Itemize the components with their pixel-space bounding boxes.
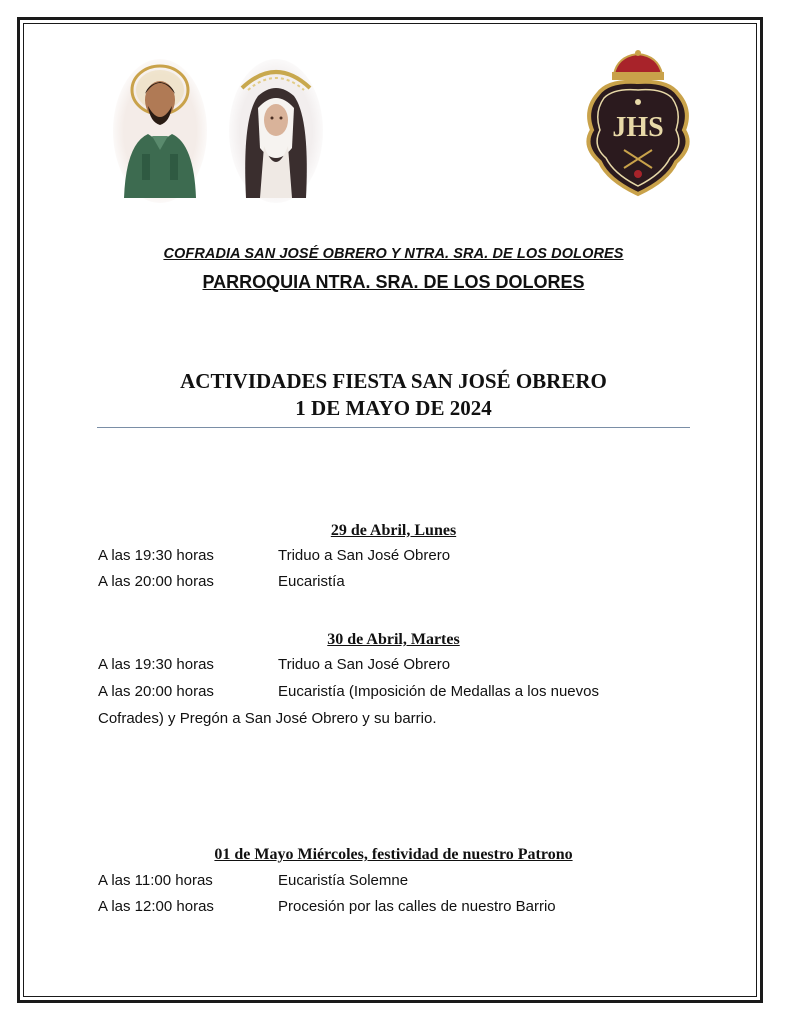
day-heading: 29 de Abril, Lunes: [330, 522, 457, 539]
parroquia-heading: PARROQUIA NTRA. SRA. DE LOS DOLORES: [202, 272, 585, 292]
schedule-activity: Eucaristía: [278, 573, 345, 590]
schedule-activity: Procesión por las calles de nuestro Barrio: [278, 898, 556, 915]
schedule-time: A las 12:00 horas: [98, 898, 214, 915]
schedule-row: [98, 547, 450, 564]
schedule-activity: Triduo a San José Obrero: [278, 656, 451, 673]
page-subtitle: 1 DE MAYO DE 2024: [295, 396, 492, 420]
schedule-row: [98, 872, 408, 889]
schedule-activity: Triduo a San José Obrero: [278, 547, 451, 564]
schedule-continuation: Cofrades) y Pregón a San José Obrero y su barrio.: [98, 710, 437, 727]
title-divider: [97, 427, 690, 428]
schedule-row: [98, 573, 345, 590]
day-heading: 30 de Abril, Martes: [327, 631, 460, 648]
schedule-activity: Eucaristía Solemne: [278, 872, 409, 889]
schedule-activity: Eucaristía (Imposición de Medallas a los nuevos: [278, 683, 599, 700]
schedule-row: [98, 656, 450, 673]
schedule-time: A las 19:30 horas: [98, 656, 214, 673]
page-title: ACTIVIDADES FIESTA SAN JOSÉ OBRERO: [180, 369, 607, 393]
virgen-dolores-portrait: [228, 58, 324, 204]
san-jose-portrait: [112, 58, 208, 204]
schedule-time: A las 11:00 horas: [98, 872, 213, 889]
schedule-time: A las 20:00 horas: [98, 573, 214, 590]
schedule-time: A las 19:30 horas: [98, 547, 214, 564]
cofradia-heading: COFRADIA SAN JOSÉ OBRERO Y NTRA. SRA. DE LOS DOLORES: [163, 246, 624, 262]
schedule-row: [98, 683, 599, 700]
schedule-time: A las 20:00 horas: [98, 683, 214, 700]
day-heading: 01 de Mayo Miércoles, festividad de nuestro Patrono: [214, 846, 573, 863]
cofradia-crest-icon: [578, 50, 698, 198]
schedule-row: [98, 898, 556, 915]
svg-text:JHS: JHS: [612, 112, 664, 143]
